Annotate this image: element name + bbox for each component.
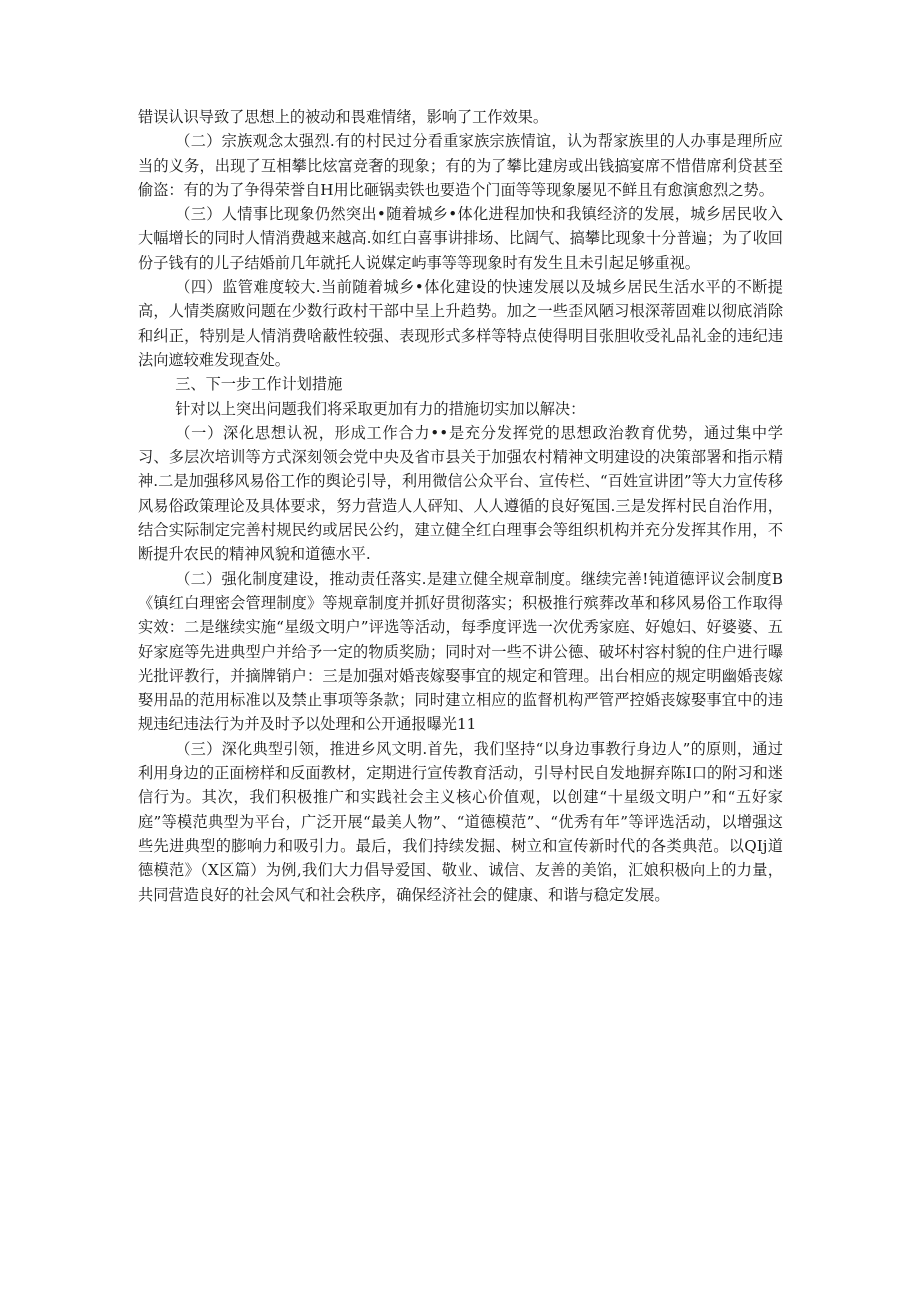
paragraph-favor-comparison: （三）人情事比现象仍然突出•随着城乡•体化进程加快和我镇经济的发展，城乡居民收入大幅增长的同时人情消费越来越高.如红白喜事讲排场、比阔气、搞攀比现象十分普遍；为了收回份子钱有的儿子结婚前几年就托人说媒定屿事等等现象时有发生且未引起足够重视。 (138, 205, 783, 272)
paragraph-intro-measures: 针对以上突出问题我们将采取更加有力的措施切实加以解决： (175, 399, 586, 418)
paragraph-supervision-difficulty: （四）监管难度较大.当前随着城乡•体化建设的快速发展以及城乡居民生活水平的不断提高，人情类腐败问题在少数行政村干部中呈上升趋势。加之一些歪风陋习根深蒂固难以彻底消除和纠正，特别是人情消费啥蔽性较强、表现形式多样等特点使得明目张胆收受礼品礼金的违纪违法向遮较难发现查处。 (138, 278, 783, 369)
paragraph-measure-role-models: （三）深化典型引领，推进乡风文明.首先，我们坚持“以身边事教行身边人”的原则，通过利用身边的正面榜样和反面教材，定期进行宣传教育活动，引导村民自发地摒弃陈I口的附习和迷信行为。其次，我们积极推广和实践社会主义核心价值观，以创建“十星级文明户”和“五好家庭”等模范典型为平台，广泛开展“最美人物”、“道德模范”、“优秀有年”等评选活动，以增强这些先进典型的膨响力和吸引力。最后，我们持续发掘、树立和宣传新时代的各类典范。以QIj道德模范》（X区篇）为例,我们大力倡导爱国、敬业、诚信、友善的美馅，汇娘积极向上的力量，共同营造良好的社会风气和社会秩序，确保经济社会的健康、和谐与稳定发展。 (138, 739, 783, 904)
paragraph-measure-thought: （一）深化思想认祝，形成工作合力••是充分发挥党的思想政治教育优势，通过集中学习、多层次培训等方式深刻领会党中央及省市县关于加强农村精神文明建设的决策部署和指示精神.二是加强移风易俗工作的舆论引导，利用微信公众平台、宣传栏、“百姓宣讲团”等大力宣传移风易俗政策理论及具体要求，努力营造人人砰知、人人遵循的良好冤国.三是发挥村民自治作用，结合实际制定完善村规民约或居民公约，建立健全红白理事会等组织机构并充分发挥其作用，不断提升农民的精神风貌和道德水平. (138, 423, 783, 564)
paragraph-clan-concept: （二）宗族观念太强烈.有的村民过分看重家族宗族情谊，认为帮家族里的人办事是理所应当的义务，出现了互相攀比炫富竞奢的现象；有的为了攀比建房或出钱搞宴席不惜借席利贷甚至偷盗：有的为了争得荣誉自H用比砸锅卖铁也要造个门面等等现象屡见不鲜且有愈演愈烈之势。 (138, 132, 783, 199)
paragraph-measure-system: （二）强化制度建设，推动责任落实.是建立健全规章制度。继续完善!钝道德评议会制度B《镇红白理密会管理制度》等规章制度并抓好贯彻落实；积极推行殡葬改革和移风易俗工作取得实效：二是继续实施“星级文明户”评选等活动，每季度评选一次优秀家庭、好媳妇、好婆婆、五好家庭等先进典型户并给予一定的物质奖励；同时对一些不讲公德、破坏村容村貌的住户进行曝光批评教行，并摘牌销户：三是加强对婚丧嫁娶事宜的规定和管理。出台相应的规定明幽婚丧嫁娶用品的范用标准以及禁止事项等条款；同时建立相应的监督机构严管严控婚丧嫁娶事宜中的违规违纪违法行为并及时予以处理和公开通报曝光11 (138, 569, 783, 734)
paragraph-continuation: 错误认识导致了思想上的被动和畏难情绪，影响了工作效果。 (138, 108, 549, 126)
document-body (138, 105, 783, 907)
section-heading-next-steps: 三、下一步工作计划措施 (175, 375, 343, 394)
